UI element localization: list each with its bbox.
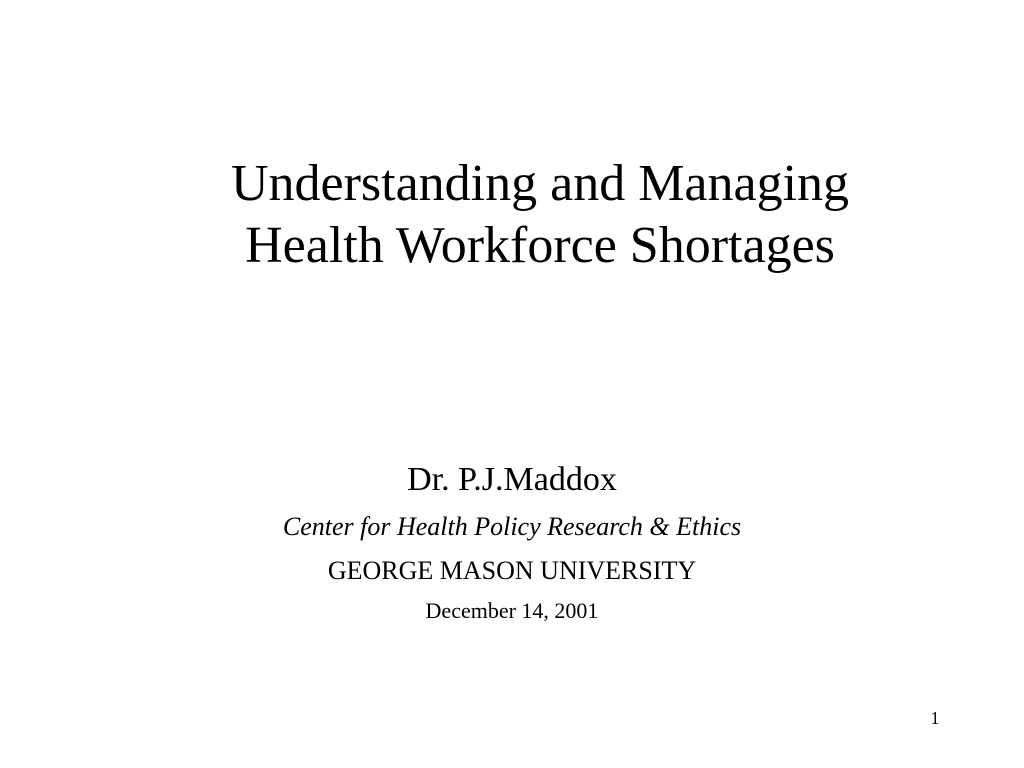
center-name: Center for Health Policy Research & Ethics	[282, 512, 742, 541]
title-line-2: Health Workforce Shortages	[245, 217, 835, 274]
subtitle-block	[112, 458, 912, 628]
university-name: GEORGE MASON UNIVERSITY	[327, 556, 697, 585]
title-line-1: Understanding and Managing	[230, 155, 850, 212]
author-name: Dr. P.J.Maddox	[407, 461, 617, 498]
slide-title	[140, 153, 940, 277]
presentation-date: December 14, 2001	[425, 598, 599, 623]
page-number: 1	[930, 708, 940, 728]
